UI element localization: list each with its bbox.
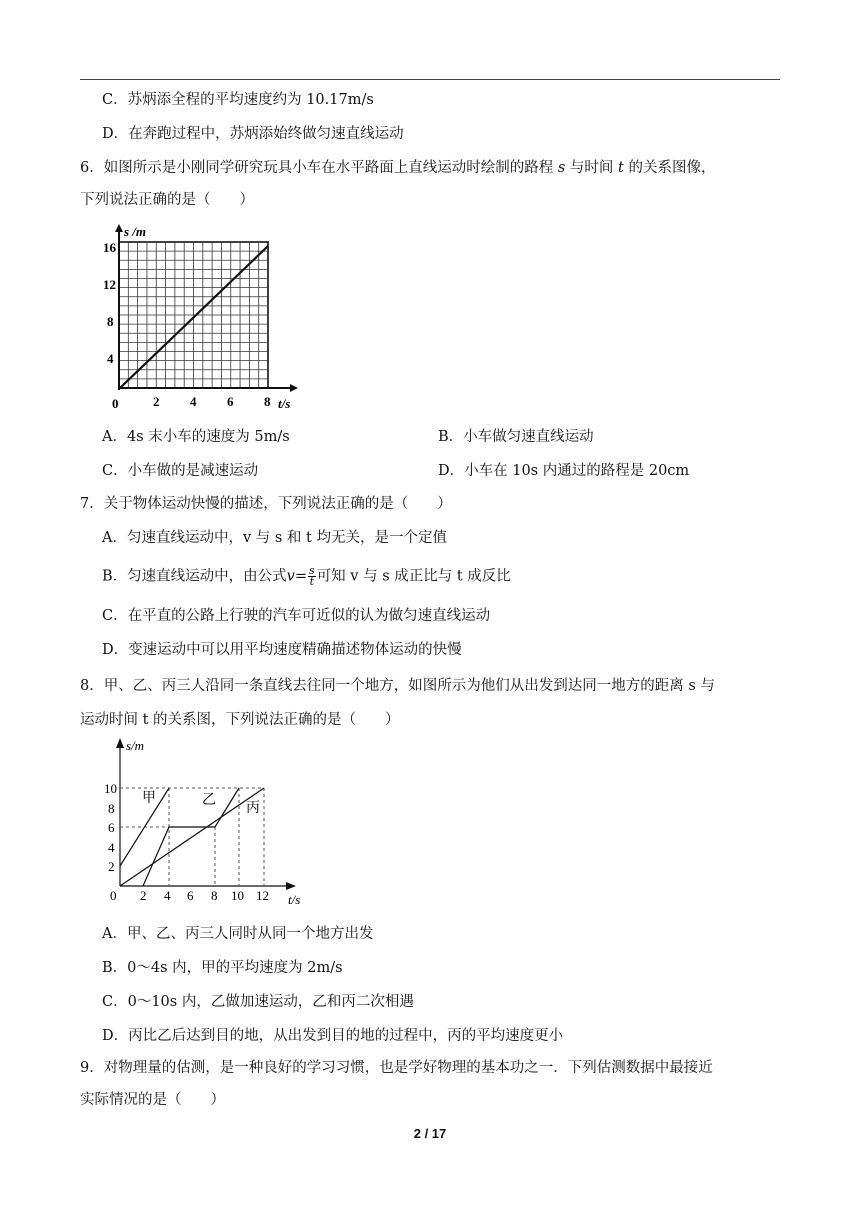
q6-y-tick-4: 4	[107, 351, 114, 366]
q8-y-tick-4: 4	[108, 840, 115, 855]
q7-stem: 7．关于物体运动快慢的描述，下列说法正确的是（ ）	[80, 496, 452, 512]
q8-x-tick-12: 12	[256, 888, 269, 903]
q6-x-tick-4: 4	[190, 394, 197, 409]
q6-graph	[100, 222, 310, 418]
q8-x-tick-6: 6	[187, 888, 194, 903]
q8-y-tick-6: 6	[108, 820, 115, 835]
page-number: 2 / 17	[413, 1126, 447, 1141]
q9-stem-line1: 9．对物理量的估测，是一种良好的学习习惯，也是学好物理的基本功之一．下列估测数据中最接近	[80, 1060, 713, 1076]
q7-option-b: B．匀速直线运动中，由公式v= $\frac{s}{t}$ 可知 v 与 s 成正比与 t 成反比	[102, 564, 511, 588]
q6-data-line	[120, 246, 268, 388]
header-rule	[80, 79, 780, 80]
q6-stem-line2: 下列说法正确的是（ ）	[80, 192, 254, 208]
q7-formula-fraction: $\frac{s}{t}$	[309, 564, 315, 588]
q8-label-bing: 丙	[246, 801, 260, 816]
q6-x-arrow	[290, 384, 298, 392]
q9-stem-line2: 实际情况的是（ ）	[80, 1092, 225, 1108]
q6-x-tick-0: 0	[112, 396, 119, 411]
q6-stem-line1: 6．如图所示是小刚同学研究玩具小车在水平路面上直线运动时绘制的路程 s 与时间 t 的关系图像，	[80, 160, 716, 176]
q6-x-label: t/s	[278, 396, 291, 411]
q8-y-tick-10: 10	[104, 781, 117, 796]
q7-option-c: C．在平直的公路上行驶的汽车可近似的认为做匀速直线运动	[102, 608, 491, 624]
q6-y-tick-12: 12	[103, 277, 116, 292]
q6-x-tick-8: 8	[264, 394, 271, 409]
q8-y-arrow	[116, 738, 124, 748]
q8-y-tick-8: 8	[108, 801, 115, 816]
q6-y-label: s /m	[124, 224, 147, 239]
q8-x-label: t/s	[288, 892, 301, 907]
q8-label-jia: 甲	[142, 791, 156, 806]
q8-x-tick-8: 8	[211, 888, 218, 903]
q8-x-tick-2: 2	[140, 888, 147, 903]
q6-option-b: B．小车做匀速直线运动	[438, 429, 594, 445]
q8-option-c: C．0～10s 内，乙做加速运动，乙和丙二次相遇	[102, 994, 414, 1010]
q6-x-tick-6: 6	[227, 394, 234, 409]
q8-x-arrow	[286, 882, 296, 890]
q8-y-label: s/m	[126, 738, 145, 753]
q6-y-tick-8: 8	[107, 314, 114, 329]
q7-option-d: D．变速运动中可以用平均速度精确描述物体运动的快慢	[102, 642, 462, 658]
q8-y-tick-2: 2	[108, 859, 115, 874]
q8-x-tick-4: 4	[164, 888, 171, 903]
q6-option-a: A．4s 末小车的速度为 5m/s	[102, 429, 290, 445]
q6-y-arrow	[115, 224, 123, 232]
q5-option-d: D．在奔跑过程中，苏炳添始终做匀速直线运动	[102, 126, 404, 142]
q7-option-a: A．匀速直线运动中，v 与 s 和 t 均无关，是一个定值	[102, 530, 447, 546]
q8-x-tick-0: 0	[110, 888, 117, 903]
q8-option-d: D．丙比乙后达到目的地，从出发到目的地的过程中，丙的平均速度更小	[102, 1028, 564, 1044]
q8-stem-line2: 运动时间 t 的关系图，下列说法正确的是（ ）	[80, 712, 400, 728]
q6-option-c: C．小车做的是减速运动	[102, 463, 259, 479]
q8-label-yi: 乙	[202, 793, 216, 808]
q6-x-tick-2: 2	[153, 394, 160, 409]
q8-stem-line1: 8．甲、乙、丙三人沿同一条直线去往同一个地方，如图所示为他们从出发到达同一地方的距离 s 与	[80, 678, 715, 694]
q6-option-d: D．小车在 10s 内通过的路程是 20cm	[438, 463, 690, 479]
q8-option-b: B．0～4s 内，甲的平均速度为 2m/s	[102, 960, 343, 976]
q5-option-c: C．苏炳添全程的平均速度约为 10.17m/s	[102, 92, 374, 108]
q8-x-tick-10: 10	[231, 888, 244, 903]
q6-y-tick-16: 16	[103, 240, 116, 255]
q8-option-a: A．甲、乙、丙三人同时从同一个地方出发	[102, 926, 374, 942]
q8-graph	[98, 736, 318, 912]
